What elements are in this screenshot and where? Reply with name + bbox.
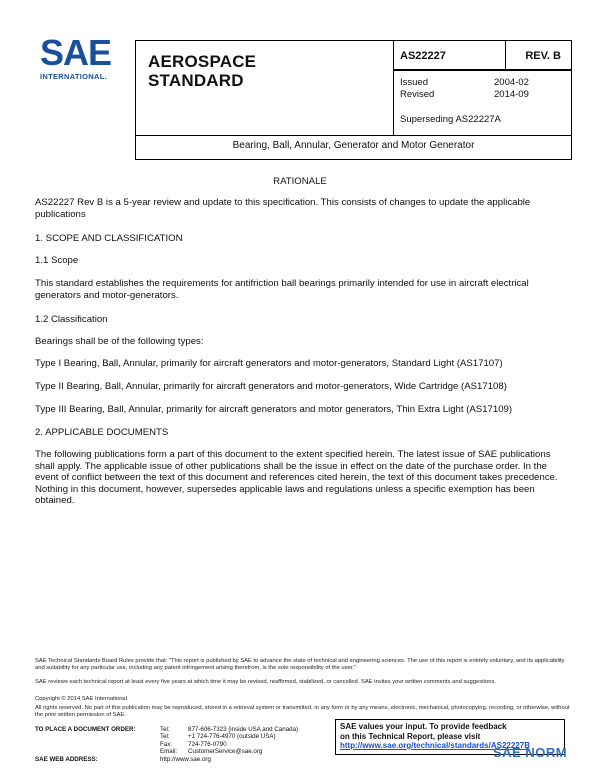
tel2-value: +1 724-776-4970 (outside USA) [188, 733, 276, 741]
document-type-line1: AEROSPACE [148, 52, 257, 71]
section-1-2-heading: 1.2 Classification [35, 314, 108, 325]
feedback-line2: on this Technical Report, please visit [340, 731, 481, 741]
revised-date: 2014-09 [494, 89, 529, 100]
doc-number: AS22227 [400, 50, 446, 62]
web-address[interactable]: http://www.sae.org [160, 756, 211, 763]
tel2-label: Tel: [160, 733, 170, 741]
footer-review-text: SAE reviews each technical report at least every five years at which time it may be revised, reaffirmed, stabilized, or cancelled. SAE invites your written comments and suggestions. [35, 679, 496, 685]
fax-value: 724-776-0790 [188, 740, 227, 748]
logo-main-text: SAE [40, 32, 112, 73]
sae-logo [40, 32, 120, 86]
type-3-line: Type III Bearing, Ball, Annular, primarily for aircraft generators and motor generators, Thin Extra Light (AS17109) [35, 404, 513, 415]
document-subject: Bearing, Ball, Annular, Generator and Motor Generator [232, 140, 475, 151]
issued-date: 2004-02 [494, 77, 529, 88]
superseding: Superseding AS22227A [400, 114, 501, 125]
watermark [493, 744, 583, 764]
revision: REV. B [525, 50, 561, 62]
tel1-value: 877-606-7323 (inside USA and Canada) [188, 726, 299, 733]
feedback-link[interactable]: http://www.sae.org/technical/standards/AS22227B [340, 741, 530, 750]
document-type-line2: STANDARD [148, 71, 244, 90]
contact-values [188, 726, 298, 756]
section-1-2-intro: Bearings shall be of the following types: [35, 336, 204, 347]
order-label: TO PLACE A DOCUMENT ORDER: [35, 726, 136, 733]
section-1-heading: 1. SCOPE AND CLASSIFICATION [35, 233, 183, 244]
contact-labels [160, 726, 177, 756]
web-label: SAE WEB ADDRESS: [35, 756, 98, 763]
watermark-text: SAE NORM [493, 745, 568, 760]
footer-copyright: Copyright © 2014 SAE International [35, 696, 127, 702]
fax-label: Fax: [160, 740, 173, 748]
section-1-1-text: This standard establishes the requirements for antifriction ball bearings primarily intended for use in aircraft electrical generators and motor-generators. [35, 278, 529, 301]
issued-label: Issued [400, 77, 428, 88]
tel1-label: Tel: [160, 726, 170, 733]
section-2-text: The following publications form a part of this document to the extent specified herein. The latest issue of SAE publications shall apply. The applicable issue of other publications shall be the issue in effect on the date of the purchase order. In the event of conflict between the text of this document and references cited herein, the text of this document takes precedence. Nothing in this document, however, supersedes applicable laws and regulations unless a specific exemption has been obtained. [35, 449, 558, 506]
doc-number-box [393, 40, 505, 70]
document-type-box [135, 40, 393, 136]
footer-rules-text: SAE Technical Standards Board Rules provide that: "This report is published by SAE to advance the state of technical and engineering sciences. The use of this report is entirely voluntary, and its applicability and suitability for any particular use, including any patent infringement arising therefrom, is the sole responsibility of the user." [35, 658, 565, 671]
feedback-line1: SAE values your input. To provide feedback [340, 722, 507, 731]
email-value: CustomerService@sae.org [188, 748, 263, 756]
dates-box [393, 70, 572, 136]
section-1-1-heading: 1.1 Scope [35, 255, 79, 266]
email-label: Email: [160, 748, 178, 756]
rationale-heading: RATIONALE [273, 176, 327, 187]
logo-sub-text: INTERNATIONAL. [40, 72, 107, 81]
type-2-line: Type II Bearing, Ball, Annular, primarily for aircraft generators and motor-generators, Wide Cartridge (AS17108) [35, 381, 507, 392]
footer-rights-text: All rights reserved. No part of this publication may be reproduced, stored in a retrieval system or transmitted, in any form or by any means, electronic, mechanical, photocopying, recording, or otherwise, without the prior written permission of SAE. [35, 705, 570, 718]
revision-box [505, 40, 572, 70]
type-1-line: Type I Bearing, Ball, Annular, primarily for aircraft generators and motor-generators, Standard Light (AS17107) [35, 358, 503, 369]
revised-label: Revised [400, 89, 435, 100]
section-2-heading: 2. APPLICABLE DOCUMENTS [35, 427, 169, 438]
rationale-text: AS22227 Rev B is a 5-year review and update to this specification. This consists of changes to update the applicable publications [35, 197, 531, 220]
